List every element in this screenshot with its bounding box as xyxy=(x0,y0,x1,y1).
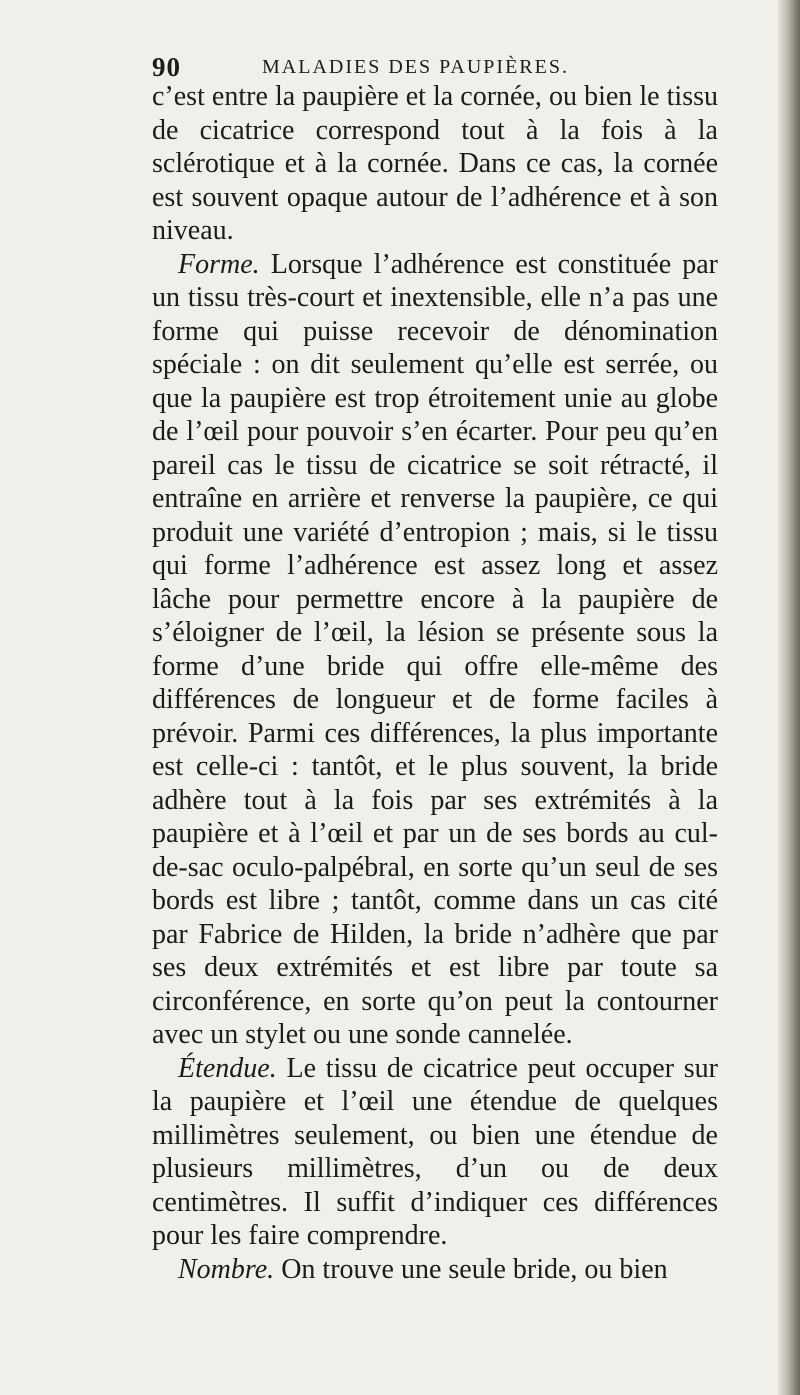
paragraph-forme-text: Lorsque l’adhérence est constituée par un tissu très-court et inextensible, elle n’a pas une forme qui puisse recevoir de dénomination spéciale : on dit seulement qu’elle est serrée, ou que la paupière est trop étroitement unie au globe de l’œil pour pouvoir s’en écarter. Pour peu qu’en pareil cas le tissu de cicatrice se soit rétracté, il entraîne en arrière et renverse la paupière, ce qui produit une variété d’entropion ; mais, si le tissu qui forme l’adhérence est assez long et assez lâche pour permettre encore à la paupière de s’éloigner de l’œil, la lésion se présente sous la forme d’une bride qui offre elle-même des différences de longueur et de forme faciles à prévoir. Parmi ces différences, la plus importante est celle-ci : tantôt, et le plus souvent, la bride adhère tout à la fois par ses extrémités à la paupière et à l’œil et par un de ses bords au cul-de-sac oculo-palpébral, en sorte qu’un seul de ses bords est libre ; tantôt, comme dans un cas cité par Fabrice de Hilden, la bride n’adhère que par ses deux extrémités et est libre par toute sa circonférence, en sorte qu’on peut la contourner avec un stylet ou une sonde cannelée. xyxy=(152,248,719,1050)
paragraph-1 xyxy=(152,80,718,248)
page-number: 90 xyxy=(152,52,181,82)
paragraph-1-text: c’est entre la paupière et la cornée, ou bien le tissu de cicatrice correspond tout à la fois à la sclérotique et à la cornée. Dans ce cas, la cornée est souvent opaque autour de l’adhérence et à son niveau. xyxy=(152,81,718,246)
rubric-forme: Forme. xyxy=(178,248,260,280)
body-text xyxy=(152,80,718,1286)
paragraph-nombre-text: On trouve une seule bride, ou bien xyxy=(281,1253,668,1285)
rubric-nombre: Nombre. xyxy=(178,1253,275,1285)
paragraph-nombre xyxy=(152,1253,718,1287)
paragraph-etendue-text: Le tissu de cicatrice peut occuper sur la paupière et l’œil une étendue de quelques millimètres seulement, ou bien une étendue de plusieurs millimètres, d’un ou de deux centimètres. Il suffit d’indiquer ces différences pour les faire comprendre. xyxy=(152,1052,718,1251)
page-binding-edge xyxy=(778,0,800,1395)
rubric-etendue: Étendue. xyxy=(178,1052,277,1084)
running-title: MALADIES DES PAUPIÈRES. xyxy=(262,56,569,78)
paragraph-forme xyxy=(152,248,718,1052)
paragraph-etendue xyxy=(152,1052,718,1253)
